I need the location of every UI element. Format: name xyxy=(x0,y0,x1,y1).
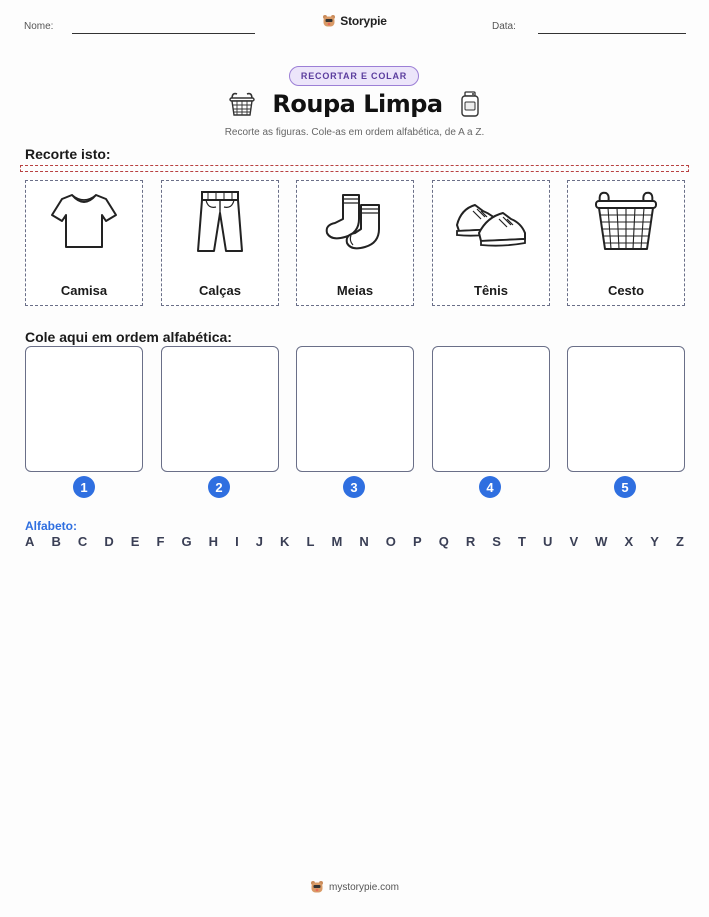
alphabet-letter: J xyxy=(255,534,263,549)
alphabet-letter: Y xyxy=(650,534,659,549)
paste-box-1[interactable] xyxy=(25,346,143,472)
alphabet-letter: N xyxy=(359,534,369,549)
pants-icon xyxy=(186,189,254,253)
alphabet-letter: M xyxy=(331,534,343,549)
page-title: Roupa Limpa xyxy=(272,90,443,118)
instructions: Recorte as figuras. Cole-as em ordem alfabética, de A a Z. xyxy=(224,127,485,138)
title-row xyxy=(0,90,709,118)
brand-name: Storypie xyxy=(340,14,387,28)
detergent-icon xyxy=(459,91,481,117)
alphabet-letter: E xyxy=(130,534,140,549)
cut-card-calcas[interactable] xyxy=(161,180,279,306)
paste-box-2[interactable] xyxy=(161,346,279,472)
date-line[interactable] xyxy=(538,33,686,34)
paste-heading: Cole aqui em ordem alfabética: xyxy=(25,329,232,345)
alphabet-letter: O xyxy=(385,534,396,549)
number-badge: 1 xyxy=(73,476,95,498)
alphabet-letter: G xyxy=(181,534,192,549)
name-line[interactable] xyxy=(72,33,255,34)
alphabet-letter: P xyxy=(412,534,422,549)
bear-icon xyxy=(322,14,336,28)
paste-box-3[interactable] xyxy=(296,346,414,472)
alphabet-letter: H xyxy=(208,534,219,549)
card-label: Cesto xyxy=(607,283,645,298)
alphabet-row xyxy=(25,534,684,549)
cut-card-camisa[interactable] xyxy=(25,180,143,306)
alphabet-letter: U xyxy=(543,534,553,549)
alphabet-letter: C xyxy=(77,534,88,549)
date-label: Data: xyxy=(492,21,516,32)
card-label: Camisa xyxy=(60,283,108,298)
name-label: Nome: xyxy=(24,21,54,32)
alphabet-letter: B xyxy=(51,534,61,549)
activity-tag: RECORTAR E COLAR xyxy=(289,66,419,86)
basket-icon xyxy=(592,189,660,253)
number-badge: 4 xyxy=(479,476,501,498)
alphabet-letter: L xyxy=(306,534,315,549)
card-label: Calças xyxy=(199,283,241,298)
alphabet-letter: F xyxy=(156,534,165,549)
alphabet-letter: V xyxy=(569,534,579,549)
alphabet-letter: T xyxy=(518,534,526,549)
sneakers-icon xyxy=(453,189,529,253)
shirt-icon xyxy=(50,189,118,253)
alphabet-letter: I xyxy=(235,534,239,549)
cut-card-cesto[interactable] xyxy=(567,180,685,306)
number-badge: 2 xyxy=(208,476,230,498)
card-label: Meias xyxy=(336,283,374,298)
paste-box-4[interactable] xyxy=(432,346,550,472)
alphabet-letter: D xyxy=(104,534,114,549)
socks-icon xyxy=(321,189,389,253)
alphabet-label: Alfabeto: xyxy=(25,519,77,533)
alphabet-letter: X xyxy=(624,534,634,549)
footer-url[interactable]: mystorypie.com xyxy=(328,881,399,893)
number-badge: 5 xyxy=(614,476,636,498)
alphabet-letter: Z xyxy=(675,534,684,549)
cut-card-tenis[interactable] xyxy=(432,180,550,306)
cut-heading: Recorte isto: xyxy=(25,146,111,162)
alphabet-letter: A xyxy=(25,534,35,549)
alphabet-letter: S xyxy=(492,534,501,549)
number-badge: 3 xyxy=(343,476,365,498)
bear-icon xyxy=(310,880,324,894)
alphabet-letter: W xyxy=(595,534,608,549)
alphabet-letter: K xyxy=(280,534,290,549)
alphabet-letter: R xyxy=(465,534,476,549)
footer xyxy=(0,880,709,894)
card-label: Tênis xyxy=(474,283,508,298)
cut-line xyxy=(20,165,689,172)
brand-logo xyxy=(0,14,709,28)
paste-box-5[interactable] xyxy=(567,346,685,472)
alphabet-letter: Q xyxy=(438,534,449,549)
basket-icon xyxy=(228,91,256,117)
cut-card-meias[interactable] xyxy=(296,180,414,306)
